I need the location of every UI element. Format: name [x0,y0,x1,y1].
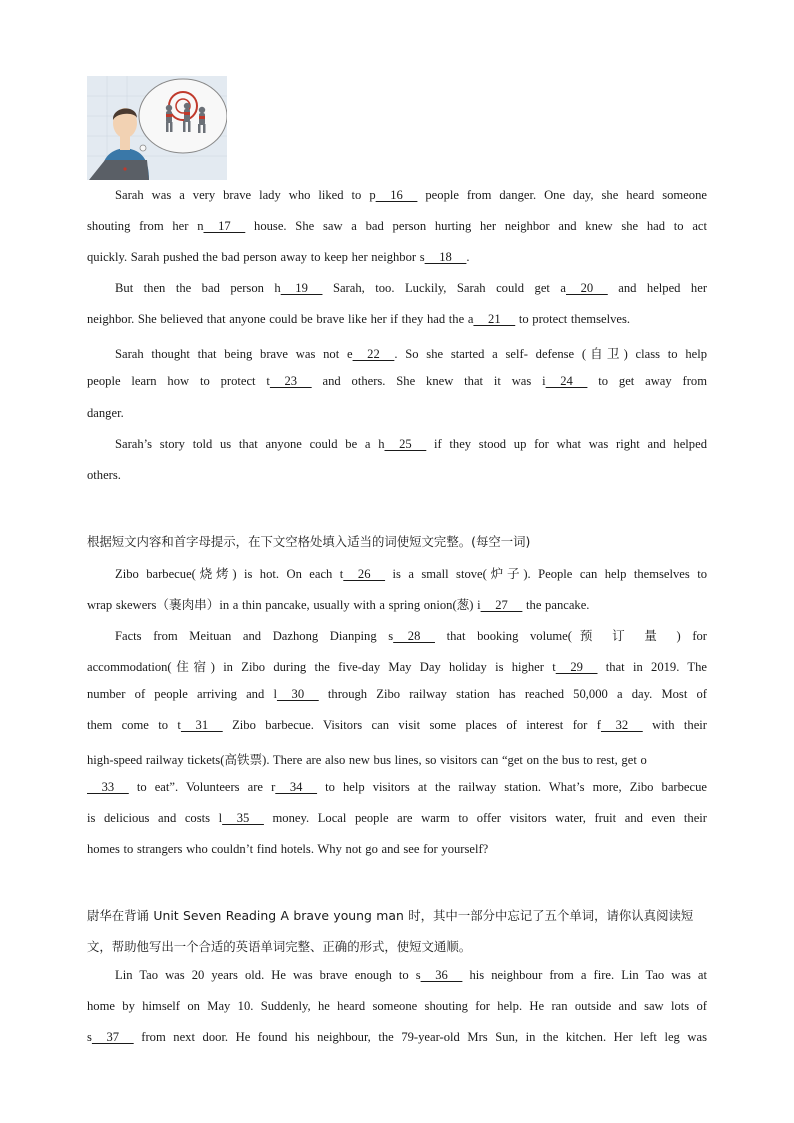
text-line [87,625,707,644]
line-text: . [466,250,470,264]
answer-blank[interactable]: 24 [545,374,588,388]
answer-blank[interactable]: 18 [424,250,467,264]
line-text: Facts from Meituan and Dazhong Dianping s [115,629,394,643]
text-line [87,999,707,1014]
text-line [87,656,707,675]
illustration [87,76,227,180]
line-text: to eat”. Volunteers are r [128,780,276,794]
line-text: danger. [87,406,124,420]
line-text: shouting from her n [87,219,204,233]
line-text: is a small stove(炉子). People can help themselves to [385,567,708,581]
instruction-text: 尉华在背诵 Unit Seven Reading A brave young man 时，其中一部分中忘记了五个单词，请你认真阅读短 [87,908,694,923]
line-text: quickly. Sarah pushed the bad person away to keep her neighbor s [87,250,425,264]
line-text: Sarah thought that being brave was not e [115,347,353,361]
text-line [87,749,647,768]
answer-blank[interactable]: 32 [600,718,643,732]
answer-blank[interactable]: 30 [276,687,319,701]
text-line [87,250,470,265]
text-line [87,687,707,702]
instruction-text: 文，帮助他写出一个合适的英语单词完整、正确的形式，使短文通顺。 [87,939,472,954]
answer-blank[interactable]: 21 [473,312,516,326]
line-text: to protect themselves. [515,312,631,326]
text-line [87,281,707,296]
line-text: number of people arriving and l [87,687,277,701]
line-text: neighbor. She believed that anyone could be brave like her if they had the a [87,312,474,326]
line-text: house. She saw a bad person hurting her neighbor and knew she had to act [245,219,708,233]
line-text: homes to strangers who couldn’t find hotels. Why not go and see for yourself? [87,842,489,856]
answer-blank[interactable]: 35 [222,811,264,825]
line-text: the pancake. [522,598,590,612]
line-text: wrap skewers（裹肉串）in a thin pancake, usually with a spring onion(葱) i [87,598,481,612]
text-line [87,594,589,613]
answer-blank[interactable]: 16 [375,188,418,202]
text-line [87,219,707,234]
line-text: to get away from [587,374,708,388]
line-text: But then the bad person h [115,281,281,295]
line-text: people from danger. One day, she heard someone [417,188,707,202]
line-text: Zibo barbecue(烧烤) is hot. On each t [115,567,344,581]
text-line [87,437,707,452]
line-text: and others. She knew that it was i [311,374,546,388]
answer-blank[interactable]: 26 [343,567,386,581]
line-text: Zibo barbecue. Visitors can visit some places of interest for f [222,718,601,732]
line-text: them come to t [87,718,181,732]
text-line [87,563,707,582]
line-text: Lin Tao was 20 years old. He was brave enough to s [115,968,421,982]
line-text: accommodation(住宿) in Zibo during the five-day May Day holiday is higher t [87,660,556,674]
line-text: Sarah, too. Luckily, Sarah could get a [322,281,566,295]
answer-blank[interactable]: 22 [352,347,395,361]
text-line [87,811,707,826]
line-text: s [87,1030,92,1044]
line-text: people learn how to protect t [87,374,270,388]
answer-blank[interactable]: 19 [280,281,323,295]
answer-blank[interactable]: 29 [555,660,598,674]
line-text: Sarah was a very brave lady who liked to p [115,188,376,202]
line-text: high-speed railway tickets(高铁票). There are also new bus lines, so visitors can “get on the bus to rest, get o [87,753,647,767]
line-text: if they stood up for what was right and helped [426,437,707,451]
line-text: and helped her [607,281,708,295]
text-line [87,312,630,327]
text-line [87,188,707,203]
text-line [87,842,488,857]
line-text: is delicious and costs l [87,811,223,825]
line-text: that in 2019. The [597,660,707,674]
line-text: . So she started a self- defense (自卫) class to help [394,347,708,361]
answer-blank[interactable]: 36 [420,968,463,982]
line-text: others. [87,468,121,482]
answer-blank[interactable]: 33 [87,780,129,794]
answer-blank[interactable]: 28 [393,629,435,643]
text-line [87,374,707,389]
line-text: to help visitors at the railway station. What’s more, Zibo barbecue [317,780,707,794]
text-line [87,968,707,983]
answer-blank[interactable]: 34 [275,780,318,794]
line-text: through Zibo railway station has reached 50,000 a day. Most of [318,687,707,701]
text-line [87,780,707,795]
answer-blank[interactable]: 23 [269,374,312,388]
text-line [87,718,707,733]
line-text: that booking volume(预 订 量 ) for [434,629,707,643]
text-line [87,468,121,483]
answer-blank[interactable]: 17 [203,219,246,233]
text-line [87,406,124,421]
text-line [87,1030,707,1045]
line-text: his neighbour from a fire. Lin Tao was at [462,968,708,982]
answer-blank[interactable]: 37 [91,1030,134,1044]
answer-blank[interactable]: 27 [480,598,523,612]
line-text: from next door. He found his neighbour, the 79-year-old Mrs Sun, in the kitchen. Her left leg was [133,1030,707,1044]
answer-blank[interactable]: 20 [565,281,608,295]
line-text: Sarah’s story told us that anyone could be a h [115,437,385,451]
line-text: money. Local people are warm to offer visitors water, fruit and even their [263,811,707,825]
answer-blank[interactable]: 25 [384,437,427,451]
text-line [87,343,707,362]
instruction-text: 根据短文内容和首字母提示，在下文空格处填入适当的词使短文完整。(每空一词) [87,534,531,549]
answer-blank[interactable]: 31 [180,718,223,732]
line-text: with their [642,718,708,732]
line-text: home by himself on May 10. Suddenly, he heard someone shouting for help. He ran outside and saw lots of [87,999,707,1013]
